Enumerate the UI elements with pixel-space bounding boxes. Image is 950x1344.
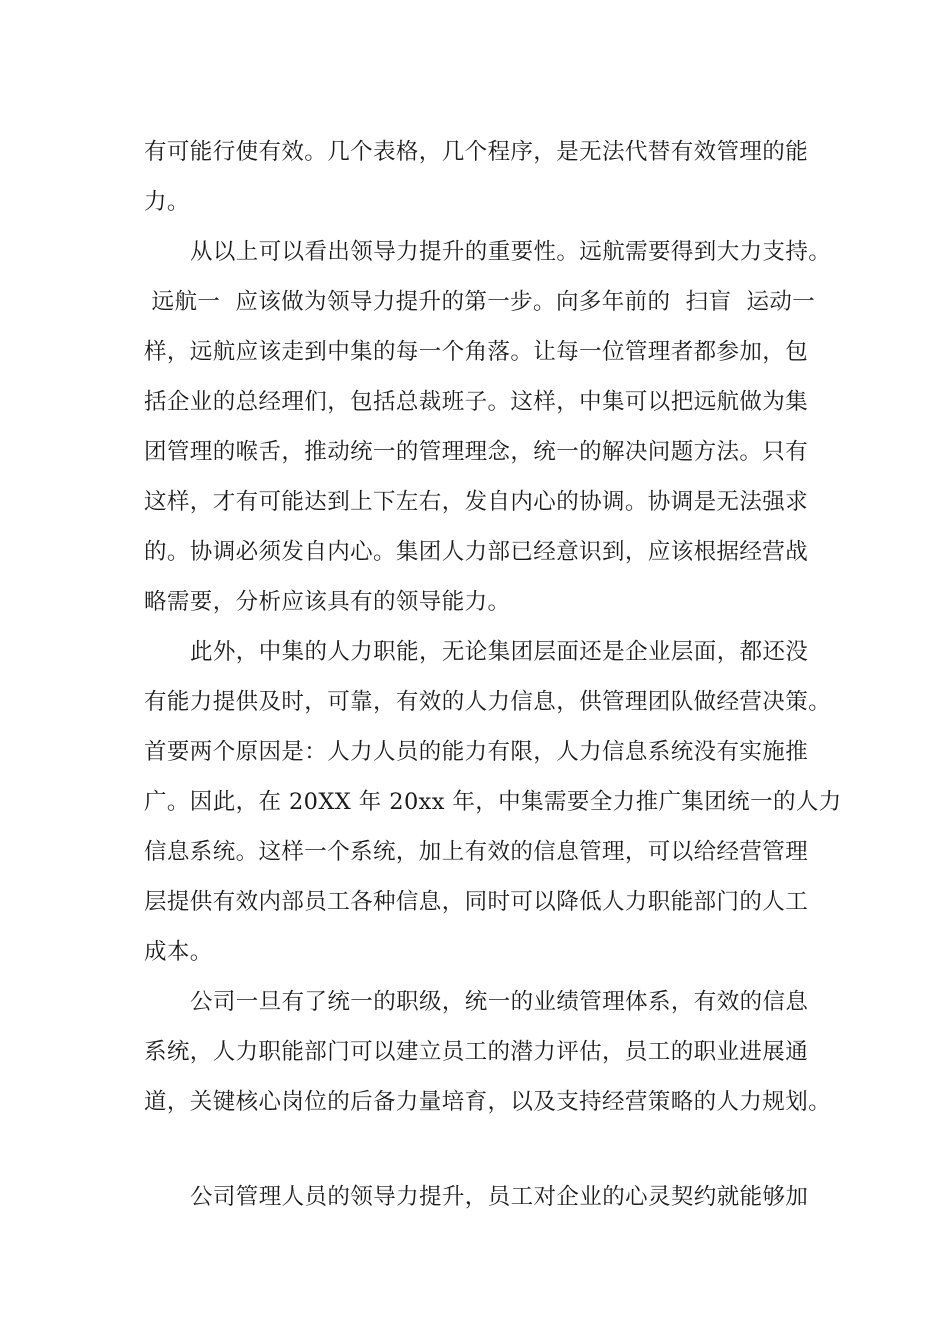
- text-line: 广。因此，在 20XX 年 20xx 年，中集需要全力推广集团统一的人力: [144, 789, 842, 815]
- text-line: 层提供有效内部员工各种信息，同时可以降低人力职能部门的人工: [144, 889, 809, 915]
- text-line: 公司一旦有了统一的职级，统一的业绩管理体系，有效的信息: [190, 989, 809, 1015]
- text-line: 力。: [144, 189, 190, 215]
- text-line: 公司管理人员的领导力提升，员工对企业的心灵契约就能够加: [190, 1184, 809, 1210]
- text-line: 这样，才有可能达到上下左右，发自内心的协调。协调是无法强求: [144, 489, 809, 515]
- text-line: 远航一 应该做为领导力提升的第一步。向多年前的 扫盲 运动一: [144, 289, 816, 315]
- text-line: 此外，中集的人力职能，无论集团层面还是企业层面，都还没: [190, 639, 809, 665]
- text-line: 样，远航应该走到中集的每一个角落。让每一位管理者都参加，包: [144, 339, 809, 365]
- text-line: 成本。: [144, 939, 213, 965]
- text-line: 道，关键核心岗位的后备力量培育，以及支持经营策略的人力规划。: [144, 1089, 832, 1115]
- text-line: 从以上可以看出领导力提升的重要性。远航需要得到大力支持。: [190, 239, 832, 265]
- text-line: 有可能行使有效。几个表格，几个程序，是无法代替有效管理的能: [144, 139, 809, 165]
- text-line: 团管理的喉舌，推动统一的管理理念，统一的解决问题方法。只有: [144, 439, 809, 465]
- text-line: 首要两个原因是：人力人员的能力有限，人力信息系统没有实施推: [144, 739, 809, 765]
- text-line: 括企业的总经理们，包括总裁班子。这样，中集可以把远航做为集: [144, 389, 809, 415]
- text-line: 系统，人力职能部门可以建立员工的潜力评估，员工的职业进展通: [144, 1039, 809, 1065]
- text-line: 有能力提供及时，可靠，有效的人力信息，供管理团队做经营决策。: [144, 689, 832, 715]
- text-line: 略需要，分析应该具有的领导能力。: [144, 589, 511, 615]
- text-line: 的。协调必须发自内心。集团人力部已经意识到，应该根据经营战: [144, 539, 809, 565]
- text-line: 信息系统。这样一个系统，加上有效的信息管理，可以给经营管理: [144, 839, 809, 865]
